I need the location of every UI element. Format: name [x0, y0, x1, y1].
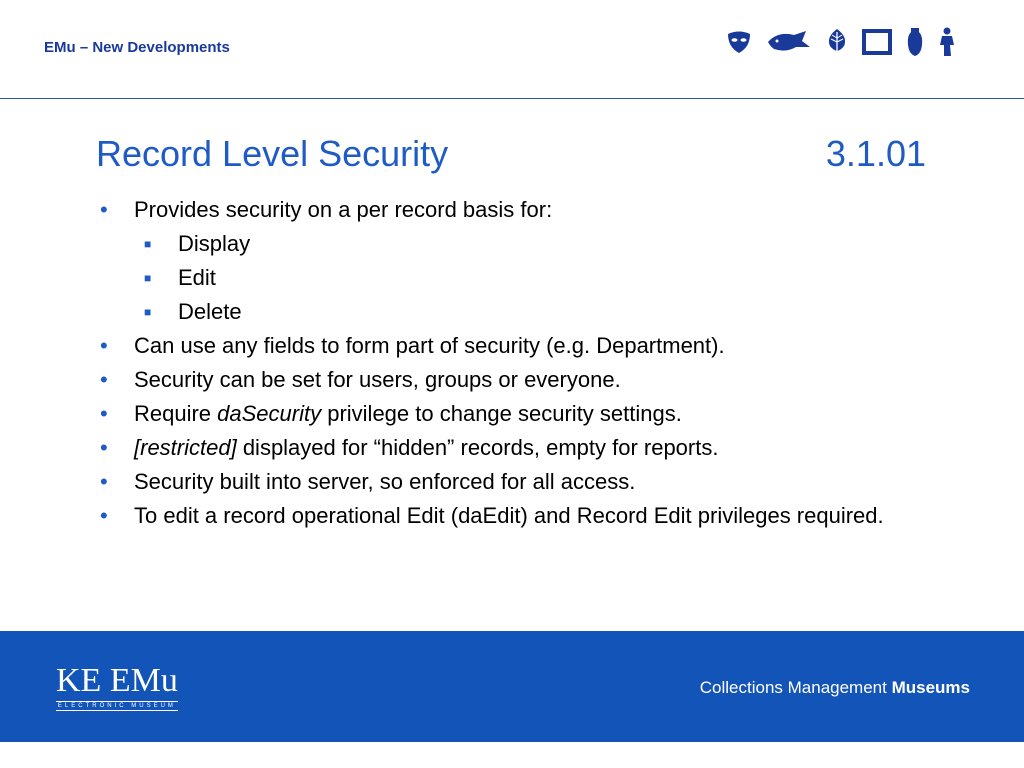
bullet-text: Security can be set for users, groups or everyone.	[134, 367, 621, 392]
bullet-item	[100, 332, 920, 360]
bullet-dot: •	[100, 401, 108, 426]
slide-title-row	[96, 134, 926, 174]
bullet-text: Provides security on a per record basis for:	[134, 197, 553, 222]
slide-title: Record Level Security	[96, 133, 449, 174]
leaf-icon	[826, 28, 848, 56]
fish-icon	[766, 29, 812, 55]
tagline-text: Collections Management	[699, 678, 892, 697]
square-bullet-icon: ■	[144, 271, 152, 285]
bullet-text-post: displayed for “hidden” records, empty for reports.	[236, 435, 719, 460]
footer-tagline	[700, 678, 970, 698]
bullet-dot: •	[100, 367, 108, 392]
bullet-text-post: privilege to change security settings.	[321, 401, 682, 426]
sub-bullet-text: Edit	[178, 265, 216, 290]
bullet-item	[100, 400, 920, 428]
logo-subtitle: ELECTRONIC MUSEUM	[57, 703, 176, 709]
restricted-label: [restricted]	[134, 435, 237, 460]
privilege-name: daSecurity	[217, 401, 322, 426]
bullet-dot: •	[100, 469, 108, 494]
tagline-bold: Museums	[891, 678, 970, 697]
frame-icon	[862, 29, 892, 55]
slide-number: 3.1.01	[825, 133, 926, 174]
bullet-text: To edit a record operational Edit (daEdit) and Record Edit privileges required.	[134, 503, 884, 528]
bullet-dot: •	[100, 333, 108, 358]
bullet-text-pre: Require	[134, 401, 218, 426]
ke-emu-logo	[56, 664, 178, 711]
bullet-item	[100, 468, 920, 496]
bullet-item	[100, 196, 920, 224]
bottom-strip	[0, 742, 1024, 768]
bullet-dot: •	[100, 197, 108, 222]
sub-bullet-item	[144, 264, 920, 292]
header-divider	[0, 98, 1024, 99]
bullet-item	[100, 366, 920, 394]
vase-icon	[906, 27, 924, 57]
sub-bullet-text: Delete	[178, 299, 242, 324]
bullet-text	[134, 400, 920, 428]
square-bullet-icon: ■	[144, 305, 152, 319]
bullet-text	[134, 434, 920, 462]
bullet-dot: •	[100, 503, 108, 528]
bullet-dot: •	[100, 435, 108, 460]
bullet-text: Can use any fields to form part of security (e.g. Department).	[134, 333, 725, 358]
header-icon-strip	[726, 27, 958, 57]
sub-bullet-text: Display	[178, 231, 251, 256]
figure-icon	[938, 27, 958, 57]
logo-wordmark: KE EMu	[56, 662, 178, 699]
mask-icon	[726, 29, 752, 55]
bullet-list	[100, 196, 920, 536]
bullet-item	[100, 502, 920, 530]
sub-bullet-item	[144, 230, 920, 258]
bullet-text: Security built into server, so enforced for all access.	[134, 469, 636, 494]
sub-bullet-item	[144, 298, 920, 326]
square-bullet-icon: ■	[144, 237, 152, 251]
header-title: EMu – New Developments	[44, 39, 230, 56]
bullet-item	[100, 434, 920, 462]
